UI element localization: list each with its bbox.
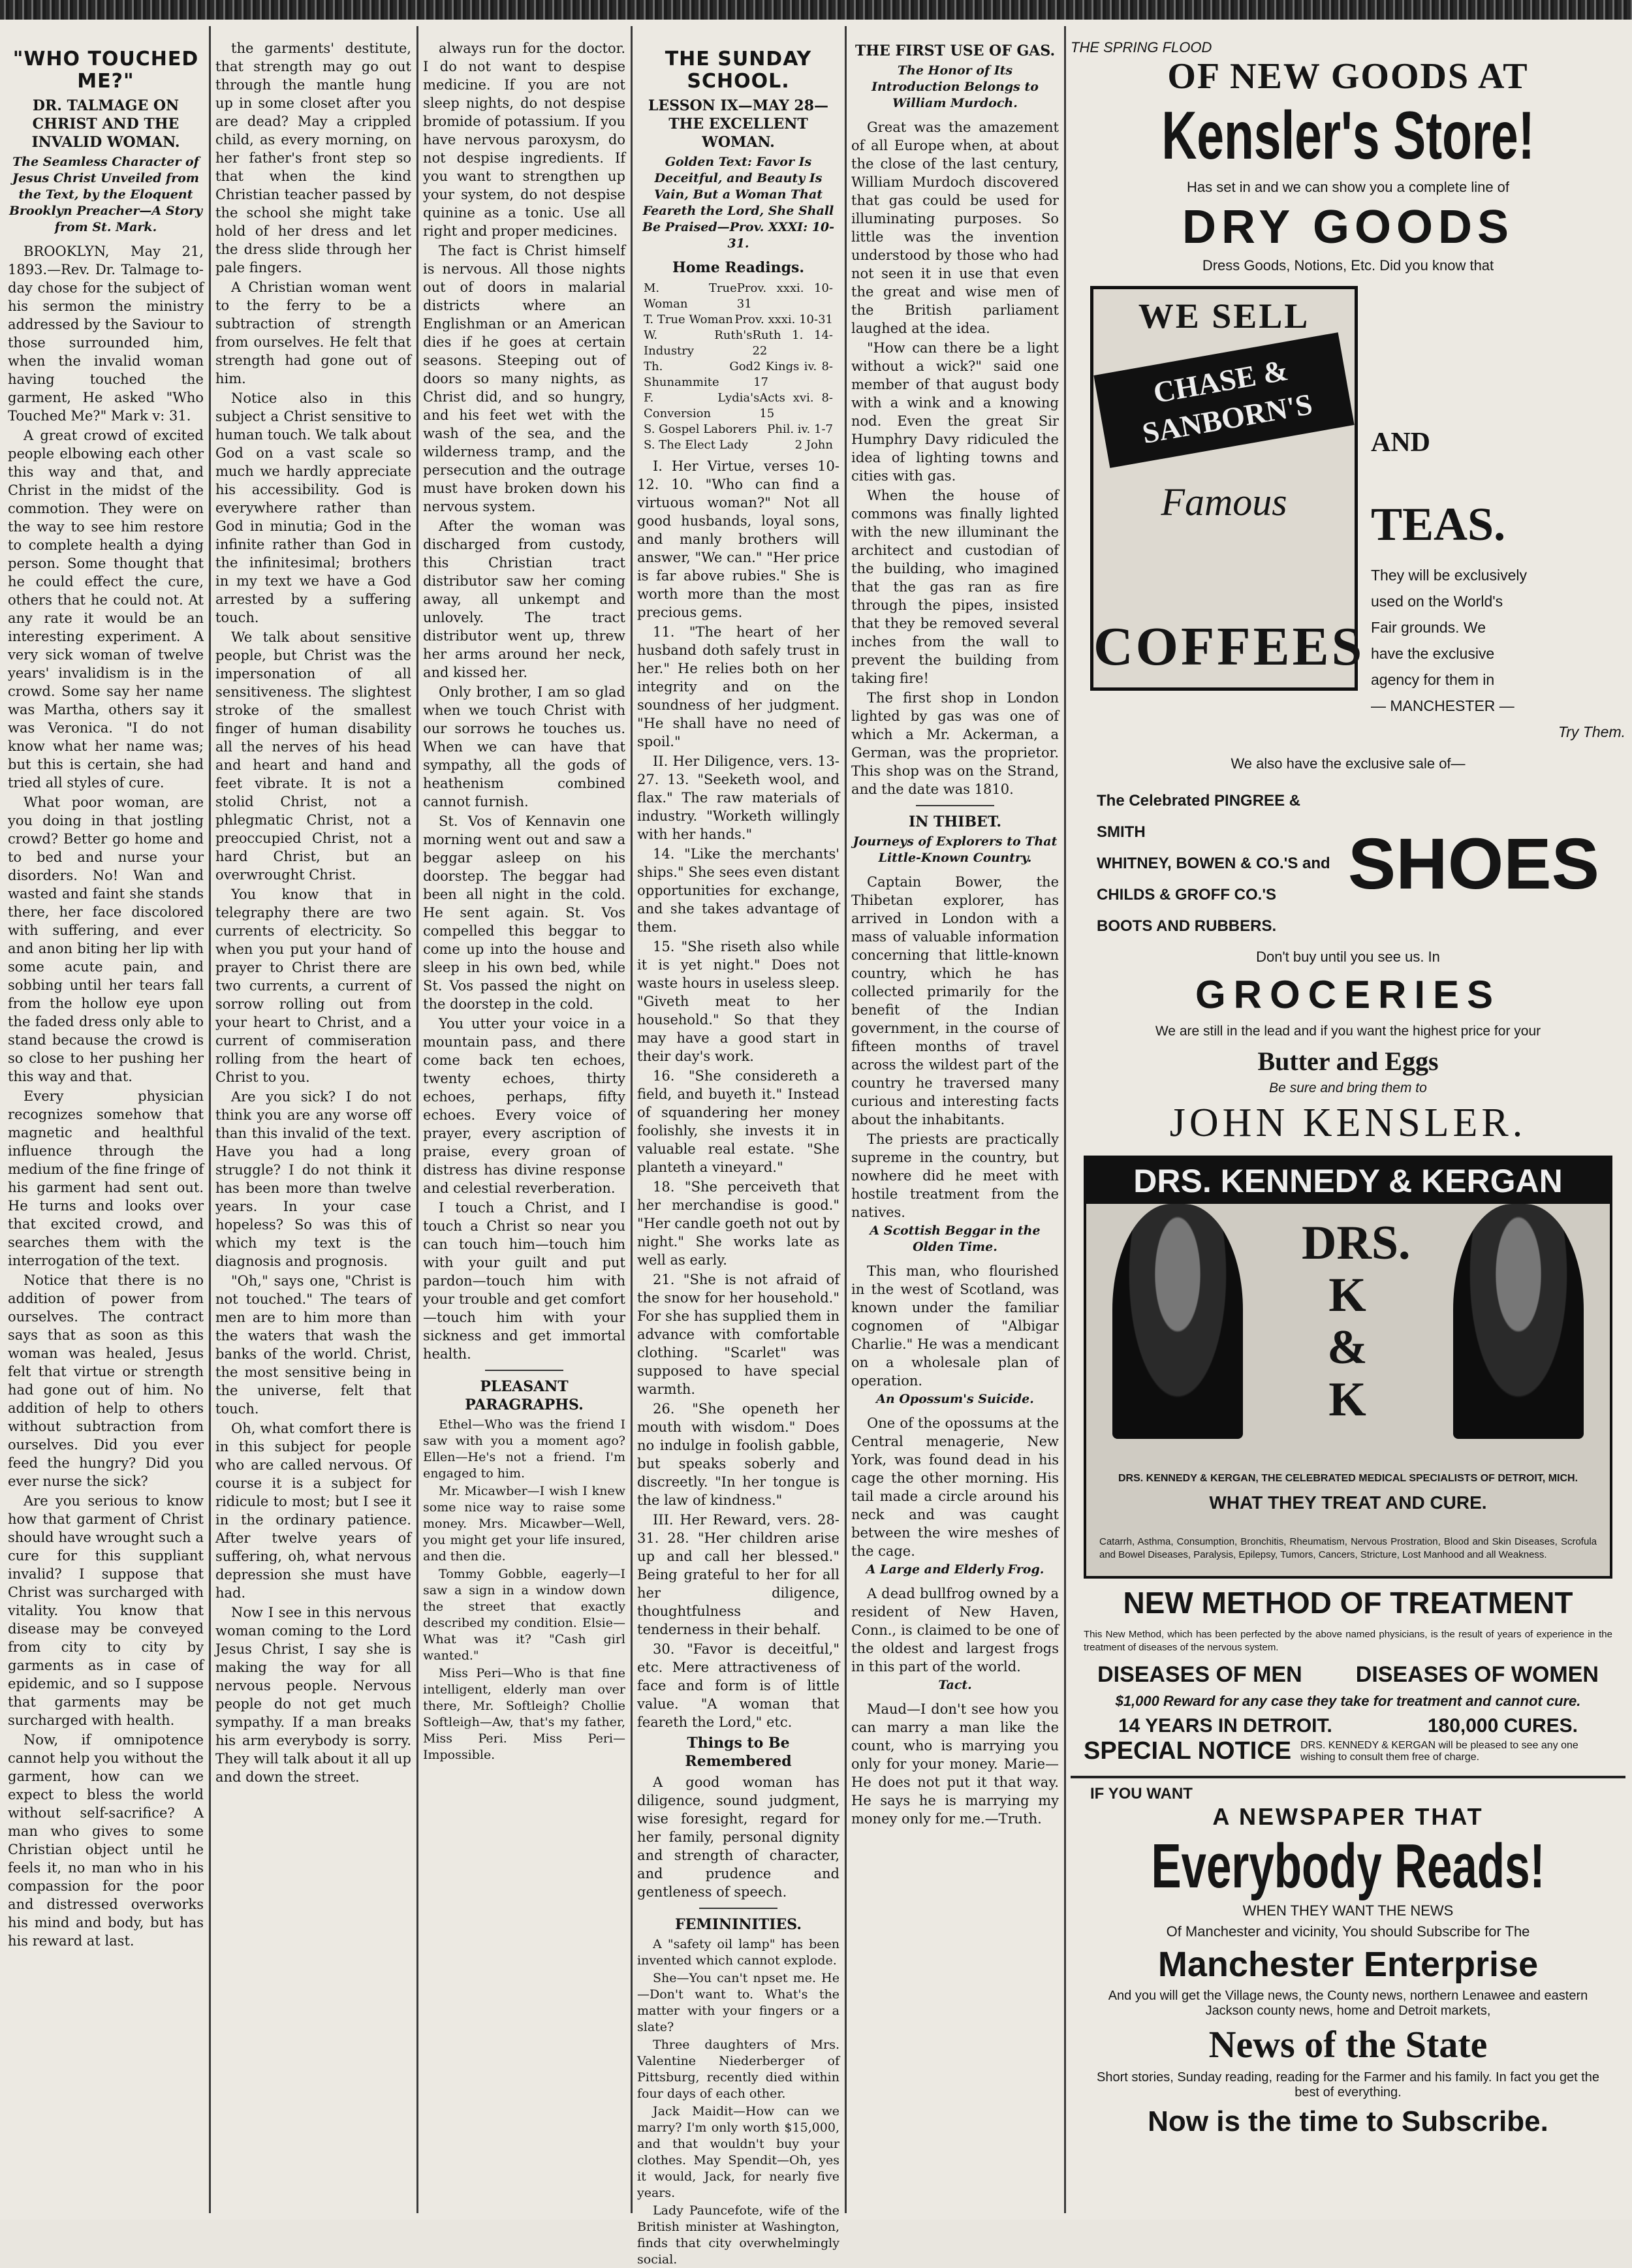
coffees: COFFEES [1093,616,1365,677]
ad-store-name: Kensler's Store! [1161,98,1535,174]
column-gas-thibet [851,39,1059,2207]
home-readings-list [644,281,833,453]
paragraph: 30. "Favor is deceitful," etc. Mere attractiveness of face and form is of little value. "A woman that feareth the Lord," etc. [637,1641,840,1730]
ad-line: And you will get the Village news, the County news, northern Lenawee and eastern Jackson county news, home and Detroit markets, [1108,1989,1588,2018]
frog-heading: A Large and Elderly Frog. [866,1562,1044,1577]
paragraph: Notice that there is no addition of power from ourselves. The contract says that as soon as this woman was healed, Jesus felt that virtue or strength had gone out of him. No addition of help to others without subtraction from ourselves. Did you ever feed the hungry? Did you ever nurse the sick? [8,1272,204,1489]
paragraph: "Oh," says one, "Christ is not touched." The tears of men are to him more than the waters that wash the banks of the world. Christ, the most sensitive being in the universe, felt that touch. [215,1273,411,1417]
column-rule [631,26,633,2213]
paragraph: Great was the amazement of all Europe when, at about the close of the last century, William Murdoch discovered that gas could be used for illuminating purposes. So little was the invention understood by those who had not seen it in use that even the great and wise men of the British parliament laughed at the idea. [851,119,1059,336]
diseases-men: DISEASES OF MEN [1097,1662,1302,1687]
sermon-summary: The Seamless Character of Jesus Christ Unveiled from the Text, by the Eloquent Brooklyn Preacher—A Story from St. Mark. [8,155,203,234]
chase-sanborn: CHASE & SANBORN'S [1093,332,1354,468]
subscribe-now: Now is the time to Subscribe. [1148,2105,1548,2137]
shoes: SHOES [1347,823,1599,904]
ad-line: Dress Goods, Notions, Etc. Did you know that [1202,257,1494,274]
paragraph: 11. "The heart of her husband doth safely trust in her." He relies both on her integrity and on the soundness of her judgment. "He shall have no need of spoil." [637,624,840,749]
paragraph: We talk about sensitive people, but Christ was the impersonation of all sensitiveness. The slightest stroke of the smallest finger of human disability all the nerves of his head and heart and hand and feet vibrate. It is not a stolid Christ, not a phlegmatic Christ, not a preoccupied Christ, not a hard Christ, but an overwrought Christ. [215,629,411,883]
paragraph: This man, who flourished in the west of Scotland, was known under the familiar cognomen of "Albigar Charlie." He was a mendicant on a wholesale plan of operation. [851,1263,1059,1389]
paragraph: The priests are practically supreme in the country, but nowhere did he meet with hostile treatment from the natives. [851,1131,1059,1220]
paragraph: 15. "She riseth also while it is yet night." Does not waste hours in useless sleep. "Giveth meat to her household." So that they may have a good start in their day's work. [637,939,840,1064]
butter-eggs: Butter and Eggs [1257,1047,1439,1076]
paragraph: You know that in telegraphy there are two currents of electricity. So when you put your hand of prayer to Christ there are two currents, a current of sorrow rolling out from your heart to Christ, and a current of commiseration rolling from the heart of Christ to you. [215,887,411,1085]
column-sermon-end [423,39,625,2207]
ad-dry-goods: DRY GOODS [1182,201,1514,253]
thibet-subhead: Journeys of Explorers to That Little-Known Country. [853,834,1058,865]
paragraph: BROOKLYN, May 21, 1893.—Rev. Dr. Talmage to-day chose for the subject of his sermon the ministry addressed by the Saviour to those surrounded him, when the invalid woman having touched the garment, He asked "Who Touched Me?" Mark v: 31. [8,244,204,424]
reading-row: M. True Woman Prov. xxxi. 10-31 [644,281,833,311]
paragraph: Only brother, I am so glad when we touch Christ with our sorrows he touches us. When we can have that sympathy, all the gods of heathenism combined cannot furnish. [423,684,625,810]
ad-of-new-goods: OF NEW GOODS AT [1167,56,1529,97]
item: She—You can't npset me. He—Don't want to. What's the matter with your fingers or a slate? [637,1971,840,2034]
and: AND [1371,428,1430,458]
ad-line: We are still in the lead and if you want the highest price for your [1155,1024,1541,1039]
torn-top-edge [0,0,1632,20]
chase-sanborn-coffee-logo [1090,286,1365,691]
reading-row: S. Gospel Laborers Phil. iv. 1-7 [644,422,833,436]
paragraph: A great crowd of excited people elbowing each other this way and that, and Christ in the midst of the commotion. They were on the way to see him restore to complete health a dying person. Some thought that he could effect the cure, others that he could not. At any rate it would be an interesting experiment. A very sick woman of twelve years' invalidism is in the crowd. Some say her name was Martha, others say it was Veronica. "I do not know what her name was; but this is certain, she had tried all styles of cure. [8,428,204,791]
sunday-school-headline: THE SUNDAY SCHOOL. [665,48,812,93]
groceries: GROCERIES [1195,973,1501,1016]
column-talmage [8,39,204,2207]
paragraph: A dead bullfrog owned by a resident of New Haven, Conn., is claimed to be one of the oldest and largest frogs in this part of the world. [851,1586,1059,1675]
we-sell: WE SELL [1138,296,1310,336]
teas-block [1358,277,1625,745]
ad-line: Has set in and we can show you a complete line of [1186,179,1510,195]
paragraph: You utter your voice in a mountain pass, and there come back ten echoes, twenty echoes, thirty echoes, perhaps, fifty echoes. Every voice of prayer, every ascription of praise, every groan of distress has divine response and celestial reverberation. [423,1016,625,1196]
gas-headline: THE FIRST USE OF GAS. [855,42,1056,59]
paragraph: I touch a Christ, and I touch a Christ so near you can touch him—touch him with your guilt and put pardon—touch him with your trouble and get comfort—touch him with your sickness and get immortal health. [423,1200,625,1362]
teas: TEAS. [1371,498,1506,550]
joke: Tommy Gobble, eagerly—I saw a sign in a window down the street that exactly described my condition. Elsie—What was it? "Cash girl wanted." [423,1567,625,1663]
drs-banner: DRS. KENNEDY & KERGAN [1086,1158,1610,1204]
ad-line: Be sure and bring them to [1269,1080,1427,1095]
paragraph: "How can there be a light without a wick?" said one member of that august body with a wink and a knowing nod. Even the great Sir Humphry Davy ridiculed the idea of lighting towns and cities with gas. [851,340,1059,484]
sermon-subhead: DR. TALMAGE ON CHRIST AND THE INVALID WOMAN. [31,97,180,151]
diseases-row [1071,1662,1625,1688]
diseases-women: DISEASES OF WOMEN [1355,1662,1599,1687]
ad-line: Of Manchester and vicinity, You should Subscribe for The [1166,1923,1530,1940]
ad-line: Don't buy until you see us. In [1256,949,1440,965]
reading-row: T. True Woman Prov. xxxi. 10-31 [644,313,833,326]
special-notice-row [1071,1737,1625,1765]
paragraph: When the house of commons was finally lighted with the new illuminant the architect and custodian of the building, who imagined that the gas ran as fire through the pipes, insisted that they be removed several inches from the wall to prevent the building from taking fire! [851,488,1059,686]
if-you-want: IF YOU WANT [1090,1785,1193,1803]
joke: Mr. Micawber—I wish I knew some nice way to raise some money. Mrs. Micawber—Well, you might get your life insured, and then die. [423,1484,625,1564]
kensler-advertisement [1071,39,1625,2207]
news-of-the-state: News of the State [1208,2023,1488,2066]
paragraph: A Christian woman went to the ferry to be a subtraction of strength from ourselves. He felt that strength had gone out of him. [215,279,411,386]
paragraph: Every physician recognizes somehow that magnetic and healthful influence through the medium of the fine fringe of his garment had sent out. He turns and looks over that excited crowd, and searches them with the interrogation of the text. [8,1088,204,1268]
shoes-row [1071,785,1625,942]
paragraph: always run for the doctor. I do not want to despise medicine. If you are not sleep nights, do not despise bromide of potassium. If you have nervous paroxysm, do not despise ingredients. If you want to strengthen up your system, do not despise quinine as a tonic. Use all right and proper medicines. [423,40,625,239]
golden-text: Golden Text: Favor Is Deceitful, and Beauty Is Vain, But a Woman That Feareth the Lord, She Shall Be Praised—Prov. XXXI: 10-31. [642,155,835,251]
newspaper-that: A NEWSPAPER THAT [1212,1803,1484,1830]
new-method: NEW METHOD OF TREATMENT [1123,1586,1573,1620]
scottish-beggar-heading: A Scottish Beggar in the Olden Time. [870,1223,1041,1254]
coffee-row [1071,277,1625,745]
column-sunday-school [637,39,840,2267]
famous: Famous [1161,480,1287,524]
femininities-heading: FEMININITIES. [674,1916,802,1933]
paragraph: Oh, what comfort there is in this subject for people who are called nervous. Of course it is a subject for ridicule to most; but I see it in the ordinary patience. After twelve years of suffering, oh, what nervous depression she must have had. [215,1421,411,1601]
item: A "safety oil lamp" has been invented which cannot explode. [637,1937,840,1968]
column-rule [1064,26,1066,2213]
column-rule [845,26,847,2213]
divider [1071,1776,1625,1778]
paragraph: II. Her Diligence, vers. 13-27. 13. "Seeketh wool, and flax." The raw materials of industry. "Worketh willingly with her hands." [637,753,840,842]
column-sermon-continued [215,39,411,2207]
ad-intro: THE SPRING FLOOD [1071,39,1212,55]
item: Lady Pauncefote, wife of the British minister at Washington, finds that city overwhelmingly social. [637,2203,840,2267]
item: Three daughters of Mrs. Valentine Niederberger of Pittsburg, recently died within four days of each other. [637,2038,840,2101]
joke: Ethel—Who was the friend I saw with you a moment ago? Ellen—He's not a friend. I'm engaged to him. [423,1417,625,1481]
reading-row: F. Lydia's Conversion Acts xvi. 8-15 [644,391,833,420]
years-in-detroit: 14 YEARS IN DETROIT. [1118,1715,1332,1737]
sermon-headline: "WHO TOUCHED ME?" [12,48,199,93]
divider [916,805,994,806]
paragraph: What poor woman, are you doing in that jostling crowd? Better go home and to bed and nurse your disorders. No! Wan and wasted and faint she stands there, her face discolored with suffering, and ever and anon biting her lip with some acute pain, and sobbing until her tears fall from the hollow eye upon the faded dress only able to stand because the crowd is so close to her pushing her this way and that. [8,795,204,1084]
gas-subhead: The Honor of Its Introduction Belongs to William Murdoch. [871,63,1039,110]
opossum-heading: An Opossum's Suicide. [876,1392,1034,1406]
reward: $1,000 Reward for any case they take for treatment and cannot cure. [1115,1693,1581,1709]
reading-row: S. The Elect Lady 2 John [644,438,833,452]
paragraph: Now I see in this nervous woman coming to the Lord Jesus Christ, I say she is making the way for all nervous people. Nervous people do not get much sympathy. If a man breaks his arm everybody is sorry. They will talk about it all up and down the street. [215,1605,411,1785]
ad-line: We also have the exclusive sale of— [1231,755,1466,772]
paragraph: Are you serious to know how that garment of Christ should have wrought such a cure for this suppliant invalid? I suppose that Christ was surcharged with vitality. You know that disease may be conveyed from city to city by garments as in case of epidemic, and so I suppose that garments may be surcharged with health. [8,1493,204,1728]
ad-line: Short stories, Sunday reading, reading for the Farmer and his family. In fact you get the best of everything. [1096,2070,1600,2100]
paragraph: Maud—I don't see how you can marry a man like the count, who is marrying you only for your money. Marie—He does not put it that way. He says he is marrying my money only for me.—Truth. [851,1701,1059,1827]
paragraph: Now, if omnipotence cannot help you without the garment, how can we expect to bless the world without self-sacrifice? A man who gives to some Christian object until he feels it, no man who in his compassion for the poor and distressed overworks his mind and body, but has his reward at last. [8,1732,204,1949]
cure-list: Catarrh, Asthma, Consumption, Bronchitis, Rheumatism, Nervous Prostration, Blood and Skin Diseases, Scrofula and Bowel Diseases, Paralysis, Epilepsy, Tumors, Cancers, Stricture, Lost Manhood and all Weakness. [1099,1536,1597,1560]
doctor-portrait-right [1453,1204,1584,1439]
paragraph: I. Her Virtue, verses 10-12. 10. "Who can find a virtuous woman?" Not all good husbands, loyal sons, and manly brothers will answer, "We can." "Her price is far above rubies." She is worth more than the most precious gems. [637,458,840,620]
things-remembered-heading: Things to Be Remembered [685,1735,792,1770]
thibet-headline: IN THIBET. [908,813,1002,830]
paragraph: 14. "Like the merchants' ships." She sees even distant opportunities for exchange, and she takes advantage of them. [637,846,840,935]
drs-side-text: DRS. K & K [1302,1216,1411,1426]
paragraph: St. Vos of Kennavin one morning went out and saw a beggar asleep on his doorstep. The beggar had been all night in the cold. He sent again. St. Vos compelled this beggar to come up into the house and sleep in his own bed, while St. Vos passed the night on the doorstep in the cold. [423,813,625,1012]
paragraph: 16. "She considereth a field, and buyeth it." Instead of squandering her money foolishly, she invests it in valuable real estate. "She planteth a vineyard." [637,1068,840,1175]
paragraph: the garments' destitute, that strength may go out through the mantle hung up in some closet after you are dead? May a crippled child, as every morning, on her father's front step so that when the kind Christian teacher passed by the school she might take hold of her dress and let the dress slide through her pale fingers. [215,40,411,276]
special-notice: SPECIAL NOTICE [1084,1737,1292,1765]
manchester-enterprise: Manchester Enterprise [1157,1945,1539,1984]
paragraph: The fact is Christ himself is nervous. All those nights out of doors in malarial districts where an Englishman or an American dies if he goes at certain seasons. Steeping out of doors so many nights, as Christ did, and so hungry, and his feet wet with the wash of the sea, and the wilderness tramp, and the persecution and the outrage must have broken down his nervous system. [423,243,625,514]
joke: Miss Peri—Who is that fine intelligent, elderly man over there, Mr. Softleigh? Chollie Softleigh—Aw, that's my father, Miss Peri. Miss Peri—Impossible. [423,1666,625,1762]
column-rule [209,26,211,2213]
home-readings-title: Home Readings. [672,259,805,276]
tact-heading: Tact. [938,1678,972,1692]
sermon-body [8,242,204,1950]
column-rule [416,26,418,2213]
divider [485,1370,563,1371]
paragraph: One of the opossums at the Central menagerie, New York, was found dead in his cage the other morning. His tail made a circle around his neck and was caught between the wire meshes of the cage. [851,1415,1059,1559]
reading-row: W. Ruth's Industry Ruth 1. 14-22 [644,328,833,358]
cures-count: 180,000 CURES. [1427,1715,1578,1737]
pleasant-paragraphs-heading: PLEASANT PARAGRAPHS. [465,1378,584,1413]
everybody-reads: Everybody Reads! [1151,1831,1545,1901]
drs-subtitle: DRS. KENNEDY & KERGAN, THE CELEBRATED MEDICAL SPECIALISTS OF DETROIT, MICH. [1118,1473,1578,1484]
doctor-portrait-left [1112,1204,1243,1439]
paragraph: After the woman was discharged from custody, this Christian tract distributor saw her coming away, all unkempt and unlovely. The tract distributor went up, threw her arms around her neck, and kissed her. [423,518,625,680]
what-they-treat: WHAT THEY TREAT AND CURE. [1209,1492,1487,1513]
paragraph: Notice also in this subject a Christ sensitive to human touch. We talk about God on a vast scale so much we hardly appreciate his accessibility. God is everywhere rather than God in minutia; God in the infinite rather than God in the infinitesimal; brothers in my text we have a God arrested by a suffering touch. [215,390,411,625]
paragraph: 21. "She is not afraid of the snow for her household." For she has supplied them in advance with comfortable clothing. "Scarlet" was supposed to have special warmth. [637,1272,840,1397]
ad-line: WHEN THEY WANT THE NEWS [1242,1902,1454,1919]
item: Jack Maidit—How can we marry? I'm only worth $15,000, and that wouldn't buy your clothes. May Spendit—Oh, yes it would, Jack, for nearly five years. [637,2104,840,2200]
john-kensler: JOHN KENSLER. [1169,1101,1527,1145]
paragraph: 26. "She openeth her mouth with wisdom." Does no indulge in foolish gabble, but speaks soberly and discreetly. "In her tongue is the law of kindness." [637,1401,840,1508]
reading-row: Th. God Shunammite 2 Kings iv. 8-17 [644,360,833,389]
paragraph: III. Her Reward, vers. 28-31. 28. "Her children arise up and call her blessed." Being grateful to her for all her diligence, thoughtfulness and tenderness in their behalf. [637,1512,840,1637]
special-text: DRS. KENNEDY & KERGAN will be pleased to see any one wishing to consult them free of charge. [1300,1739,1578,1763]
teas-text: They will be exclusively used on the World's Fair grounds. We have the exclusive agency for them in — MANCHESTER — Try Them. [1371,567,1625,740]
paragraph: A good woman has diligence, sound judgment, wise foresight, regard for her family, personal dignity and strength of character, and prudence and gentleness of speech. [637,1774,840,1900]
paragraph: 18. "She perceiveth that her merchandise is good." "Her candle goeth not out by night." She works late as well as early. [637,1179,840,1268]
divider [699,1908,777,1909]
shoe-brands: The Celebrated PINGREE & SMITH WHITNEY, BOWEN & CO.'S and CHILDS & GROFF CO.'S BOOTS AND RUBBERS. [1097,792,1330,935]
paragraph: The first shop in London lighted by gas was one of which a Mr. Ackerman, a German, was the proprietor. This shop was on the Strand, and the date was 1810. [851,690,1059,797]
stats-row [1071,1715,1625,1737]
lesson-title: LESSON IX—MAY 28—THE EXCELLENT WOMAN. [648,97,829,151]
kennedy-kergan-advertisement [1084,1156,1612,1579]
method-text: This New Method, which has been perfected by the above named physicians, is the result of years of experience in the treatment of diseases of the nervous system. [1084,1629,1612,1653]
paragraph: Are you sick? I do not think you are any worse off than this invalid of the text. Have you had a long struggle? I do not think it has been more than twelve years. In your case hopeless? So was this of which my text is the diagnosis and prognosis. [215,1089,411,1269]
paragraph: Captain Bower, the Thibetan explorer, has arrived in London with a mass of valuable information concerning that little-known country, which he has collected primarily for the benefit of the Indian government, in the course of fifteen months of travel across the wildest part of the country he traversed many curious and interesting facts about the inhabitants. [851,874,1059,1127]
